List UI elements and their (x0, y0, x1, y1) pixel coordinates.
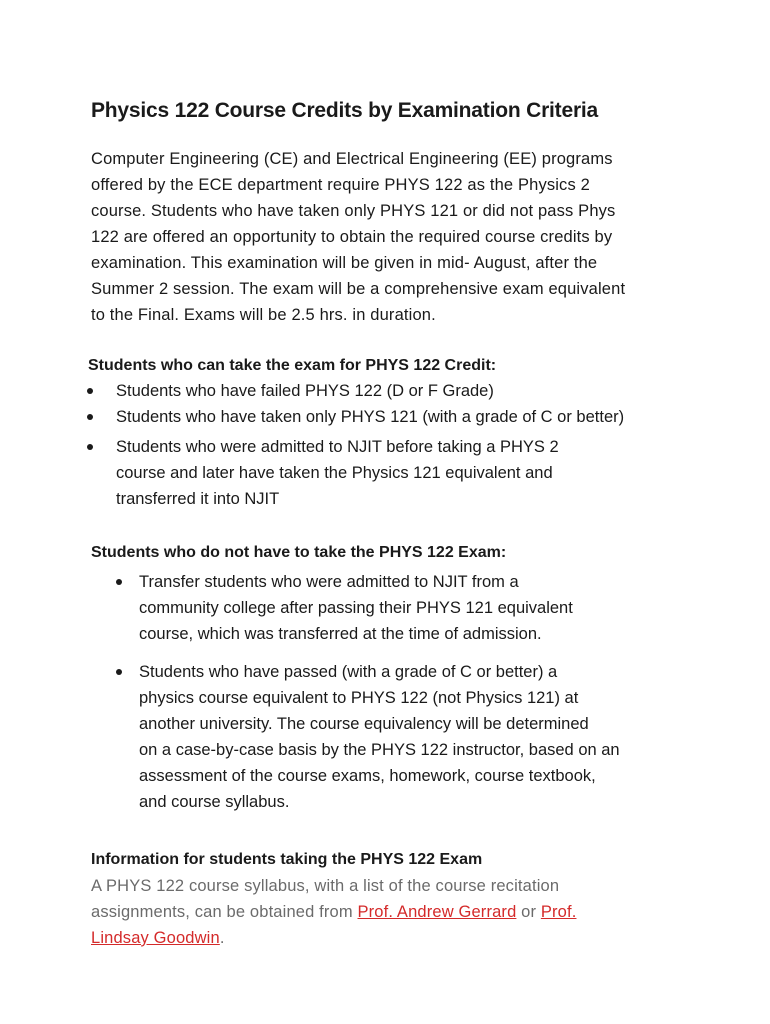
bullet-icon (87, 444, 93, 450)
info-heading: Information for students taking the PHYS 122 Exam (91, 851, 483, 868)
prof-goodwin-link-part1[interactable]: Prof. (540, 903, 577, 921)
page-title: Physics 122 Course Credits by Examination Criteria (91, 99, 599, 122)
intro-line: 122 are offered an opportunity to obtain the required course credits by (91, 228, 613, 246)
intro-line: examination. This examination will be given in mid- August, after the (91, 254, 598, 272)
info-paragraph: A PHYS 122 course syllabus, with a list of the course recitation assignments, can be obtained from Prof. Andrew Gerrard or Prof. Lindsay Goodwin. (91, 877, 577, 947)
intro-line: Computer Engineering (CE) and Electrical Engineering (EE) programs (91, 150, 613, 168)
prof-gerrard-link[interactable]: Prof. Andrew Gerrard (357, 903, 517, 921)
intro-line: offered by the ECE department require PHYS 122 as the Physics 2 (91, 176, 590, 194)
bullet-icon (116, 579, 122, 585)
section-exempt-heading: Students who do not have to take the PHYS 122 Exam: (91, 544, 507, 561)
list-item: Students who have failed PHYS 122 (D or F Grade) (116, 378, 624, 404)
intro-paragraph (91, 146, 691, 328)
list-item: Transfer students who were admitted to NJIT from a community college after passing their PHYS 121 equivalent course, which was transferred at the time of admission. (139, 569, 620, 647)
prof-goodwin-link-part2[interactable]: Lindsay Goodwin (91, 929, 220, 947)
intro-line: course. Students who have taken only PHYS 121 or did not pass Phys (91, 202, 616, 220)
intro-line: Summer 2 session. The exam will be a comprehensive exam equivalent (91, 280, 626, 298)
list-item: Students who were admitted to NJIT before taking a PHYS 2 course and later have taken the Physics 121 equivalent and transferred it into NJIT (116, 434, 624, 512)
exempt-list (139, 569, 620, 815)
bullet-icon (116, 669, 122, 675)
list-item: Students who have taken only PHYS 121 (with a grade of C or better) (116, 404, 624, 430)
bullet-icon (87, 414, 93, 420)
eligible-list (116, 378, 624, 512)
intro-line: to the Final. Exams will be 2.5 hrs. in duration. (91, 306, 436, 324)
list-item: Students who have passed (with a grade of C or better) a physics course equivalent to PHYS 122 (not Physics 121) at another university. The course equivalency will be determined on a case-by-case basis by the PHYS 122 instructor, based on an assessment of the course exams, homework, course textbook, and course syllabus. (139, 659, 620, 815)
bullet-icon (87, 388, 93, 394)
section-eligible-heading: Students who can take the exam for PHYS 122 Credit: (88, 357, 497, 374)
